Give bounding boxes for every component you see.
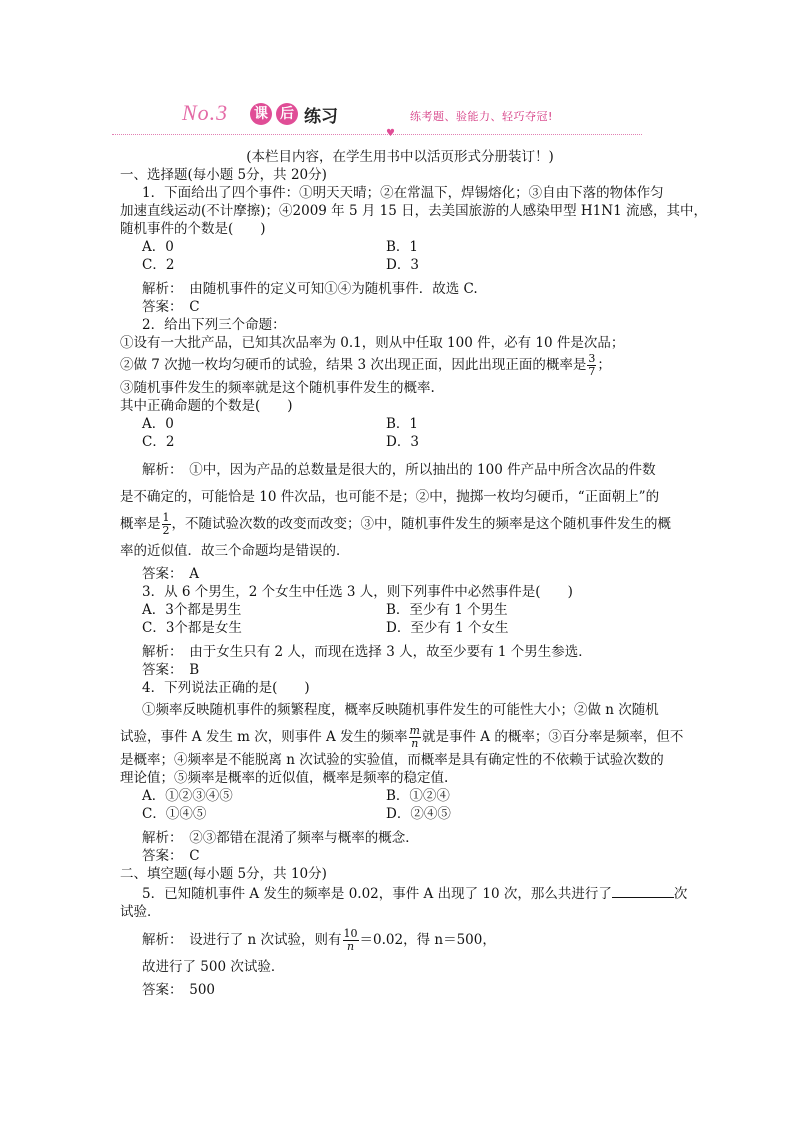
q1-line2: 加速直线运动(不计摩擦)；④2009 年 5 月 15 日，去美国旅游的人感染甲型 H1N1 流感，其中，	[120, 203, 707, 219]
hou-badge: 后	[276, 103, 298, 125]
section2-title: 二、填空题(每小题 5分，共 10分)	[120, 866, 327, 882]
q5-line2: 试验．	[120, 904, 161, 920]
q5-analysis-line2: 故进行了 500 次试验．	[142, 959, 285, 975]
q1-analysis: 解析： 由随机事件的定义可知①④为随机事件．故选 C.	[142, 281, 478, 297]
q1-line3: 随机事件的个数是( )	[120, 221, 266, 237]
q4-line4: 是概率；④频率是不能脱离 n 次试验的实验值，而概率是具有确定性的不依赖于试验次数的	[120, 752, 664, 768]
header-banner	[178, 100, 638, 128]
q3-option-c: C．3个都是女生	[142, 620, 242, 636]
q3-option-d: D．至少有 1 个女生	[386, 620, 509, 636]
q2-option-a: A．0	[142, 416, 174, 432]
q2-analysis-line3: 概率是 $\frac{1}{2}$ ，不随试验次数的改变而改变；③中，随机事件发生的频率是这个随机事件发生的概	[120, 511, 671, 537]
q3-options-cd	[120, 619, 680, 637]
fraction-3-7: $\frac{3}{7}$	[588, 352, 596, 378]
fraction-10-n: $\frac{10}{n}$	[343, 927, 358, 953]
q4-line5: 理论值；⑤频率是概率的近似值，概率是频率的稳定值.	[120, 770, 449, 786]
q2-option-b: B．1	[386, 416, 419, 432]
q2-option-d: D．3	[386, 434, 419, 450]
lianxi-title: 练习	[304, 107, 338, 127]
dotted-divider	[112, 134, 642, 135]
q4-option-a: A．①②③④⑤	[142, 788, 233, 804]
q1-option-c: C．2	[142, 257, 175, 273]
q1-answer: 答案： C	[142, 299, 200, 315]
q4-option-b: B．①②④	[386, 788, 450, 804]
q4-line2: ①频率反映随机事件的频繁程度，概率反映随机事件发生的可能性大小；②做 n 次随机	[142, 702, 659, 718]
q3-option-a: A．3个都是男生	[142, 602, 242, 618]
q2-line3-text: ②做 7 次抛一枚均匀硬币的试验，结果 3 次出现正面，因此出现正面的概率是	[120, 357, 587, 373]
ke-badge: 课	[250, 103, 272, 125]
q1-options-cd	[120, 256, 680, 274]
q4-line1: 4．下列说法正确的是( )	[142, 680, 310, 696]
q2-options-ab	[120, 415, 680, 433]
q2-options-cd	[120, 433, 680, 451]
q1-option-a: A．0	[142, 239, 174, 255]
q4-answer: 答案： C	[142, 848, 200, 864]
q4-options-cd	[120, 805, 680, 823]
section-number: No.3	[182, 100, 229, 125]
q3-answer: 答案： B	[142, 662, 200, 678]
q5-answer: 答案： 500	[142, 982, 216, 998]
q3-analysis: 解析： 由于女生只有 2 人，而现在选择 3 人，故至少要有 1 个男生参选．	[142, 644, 592, 660]
q2-line1: 2．给出下列三个命题：	[142, 317, 286, 333]
q2-analysis-line1: 解析： ①中，因为产品的总数量是很大的，所以抽出的 100 件产品中所含次品的件数	[142, 462, 656, 478]
q4-option-d: D．②④⑤	[386, 806, 451, 822]
notice: (本栏目内容，在学生用书中以活页形式分册装订！)	[246, 149, 554, 165]
heart-icon: ♥	[386, 128, 395, 139]
q2-line4: ③随机事件发生的频率就是这个随机事件发生的概率.	[120, 380, 435, 396]
q5-line1: 5．已知随机事件 A 发生的频率是 0.02，事件 A 出现了 10 次，那么共进行了 次	[120, 883, 680, 903]
section1-title: 一、选择题(每小题 5分，共 20分)	[120, 167, 327, 183]
answer-blank	[612, 883, 674, 898]
q4-options-ab	[120, 787, 680, 805]
slogan: 练考题、验能力、轻巧夺冠!	[410, 110, 553, 123]
q4-line3: 试验，事件 A 发生 m 次，则事件 A 发生的频率 $\frac{m}{n}$ 就是事件 A 的概率；③百分率是频率，但不	[120, 724, 684, 750]
q4-option-c: C．①④⑤	[142, 806, 207, 822]
q3-option-b: B．至少有 1 个男生	[386, 602, 508, 618]
q2-answer: 答案： A	[142, 566, 199, 582]
q2-analysis-line2: 是不确定的，可能恰是 10 件次品，也可能不是；②中，抛掷一枚均匀硬币，“正面朝上”的	[120, 489, 660, 505]
q1-option-d: D．3	[386, 257, 419, 273]
q3-options-ab	[120, 601, 680, 619]
q4-analysis: 解析： ②③都错在混淆了频率与概率的概念．	[142, 830, 419, 846]
q1-line1: 1．下面给出了四个事件：①明天天晴；②在常温下，焊锡熔化；③自由下落的物体作匀	[142, 185, 664, 201]
q2-analysis-line4: 率的近似值．故三个命题均是错误的．	[120, 543, 350, 559]
fraction-m-n: $\frac{m}{n}$	[409, 724, 420, 750]
fraction-1-2: $\frac{1}{2}$	[162, 511, 170, 537]
q2-line2: ①设有一大批产品，已知其次品率为 0.1，则从中任取 100 件，必有 10 件是次品；	[120, 335, 625, 351]
q2-line3: ②做 7 次抛一枚均匀硬币的试验，结果 3 次出现正面，因此出现正面的概率是 $\frac{3}{7}$ ；	[120, 352, 611, 378]
q3-line1: 3．从 6 个男生，2 个女生中任选 3 人，则下列事件中必然事件是( )	[142, 584, 573, 600]
q2-option-c: C．2	[142, 434, 175, 450]
q2-line5: 其中正确命题的个数是( )	[120, 398, 293, 414]
q1-option-b: B．1	[386, 239, 419, 255]
q5-analysis-line1: 解析： 设进行了 n 次试验，则有 $\frac{10}{n}$ ＝0.02，得 n＝500，	[142, 927, 496, 953]
q1-options-ab	[120, 238, 680, 256]
document-body	[120, 148, 707, 999]
